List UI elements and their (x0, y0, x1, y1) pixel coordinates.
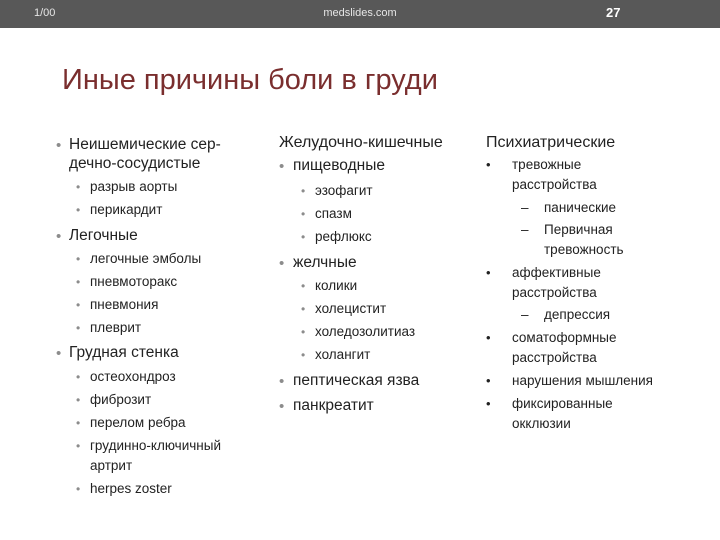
list-item: эзофагит (315, 183, 373, 198)
list-item: панкреатит (293, 397, 374, 414)
list-item-continuation: расстройства (512, 177, 597, 192)
list-item: холецистит (315, 301, 387, 316)
site-name: medslides.com (323, 7, 397, 19)
list-item: холангит (315, 347, 371, 362)
list-item: грудинно-ключичный (90, 438, 221, 453)
col1-group1-title-line1: Неишемические сер- (69, 136, 221, 153)
col3-heading: Психиатрические (486, 134, 616, 151)
list-item-continuation: артрит (90, 458, 133, 473)
list-item: разрыв аорты (90, 179, 178, 194)
col2-heading: Желудочно-кишечные (279, 134, 443, 151)
bullet-icon: • (486, 330, 491, 345)
bullet-icon: • (279, 398, 285, 415)
sub-item-continuation: тревожность (544, 242, 624, 257)
list-item-continuation: окклюзии (512, 416, 571, 431)
col1-group1-title-line2: дечно-сосудистые (69, 155, 201, 172)
list-item-continuation: расстройства (512, 350, 597, 365)
bullet-icon: • (301, 207, 306, 221)
bullet-icon: • (76, 252, 81, 266)
list-item: перикардит (90, 202, 163, 217)
bullet-icon: • (279, 373, 285, 390)
list-item: холедозолитиаз (315, 324, 416, 339)
list-item: соматоформные (512, 330, 617, 345)
list-item: рефлюкс (315, 229, 372, 244)
bullet-icon: • (56, 345, 62, 362)
bullet-icon: • (76, 439, 81, 453)
sub-item: Первичная (544, 222, 613, 237)
bullet-icon: • (56, 228, 62, 245)
bullet-icon: • (486, 157, 491, 172)
bullet-icon: • (301, 325, 306, 339)
dash-icon: – (521, 307, 529, 322)
sub-item: депрессия (544, 307, 611, 322)
col2-group1-title: пищеводные (293, 157, 385, 174)
list-item: herpes zoster (90, 481, 172, 496)
list-item: пневмония (90, 297, 159, 312)
list-item: спазм (315, 206, 352, 221)
bullet-icon: • (279, 255, 285, 272)
dash-icon: – (521, 200, 529, 215)
bullet-icon: • (76, 370, 81, 384)
bullet-icon: • (56, 137, 62, 154)
list-item: плеврит (90, 320, 142, 335)
list-item: пептическая язва (293, 372, 420, 389)
list-item: фиксированные (512, 396, 613, 411)
list-item: фиброзит (90, 392, 152, 407)
slide-header-bar (0, 0, 720, 28)
col1-group3-title: Грудная стенка (69, 344, 179, 361)
bullet-icon: • (486, 396, 491, 411)
list-item: легочные эмболы (90, 251, 202, 266)
list-item: тревожные (512, 157, 582, 172)
bullet-icon: • (76, 321, 81, 335)
bullet-icon: • (279, 158, 285, 175)
list-item: колики (315, 278, 358, 293)
bullet-icon: • (301, 184, 306, 198)
sub-item: панические (544, 200, 617, 215)
list-item-continuation: расстройства (512, 285, 597, 300)
list-item: нарушения мышления (512, 373, 653, 388)
bullet-icon: • (301, 230, 306, 244)
list-item: пневмоторакс (90, 274, 178, 289)
slide-title: Иные причины боли в груди (62, 64, 438, 96)
bullet-icon: • (76, 298, 81, 312)
dash-icon: – (521, 222, 529, 237)
bullet-icon: • (301, 302, 306, 316)
list-item: перелом ребра (90, 415, 186, 430)
page-indicator: 1/00 (34, 7, 56, 19)
slide-number: 27 (606, 5, 621, 20)
bullet-icon: • (301, 279, 306, 293)
bullet-icon: • (76, 416, 81, 430)
list-item: аффективные (512, 265, 601, 280)
col1-group2-title: Легочные (69, 227, 138, 244)
bullet-icon: • (301, 348, 306, 362)
bullet-icon: • (76, 482, 81, 496)
bullet-icon: • (486, 373, 491, 388)
bullet-icon: • (76, 393, 81, 407)
col2-group2-title: желчные (293, 254, 357, 271)
bullet-icon: • (76, 180, 81, 194)
bullet-icon: • (486, 265, 491, 280)
bullet-icon: • (76, 275, 81, 289)
list-item: остеохондроз (90, 369, 176, 384)
bullet-icon: • (76, 203, 81, 217)
